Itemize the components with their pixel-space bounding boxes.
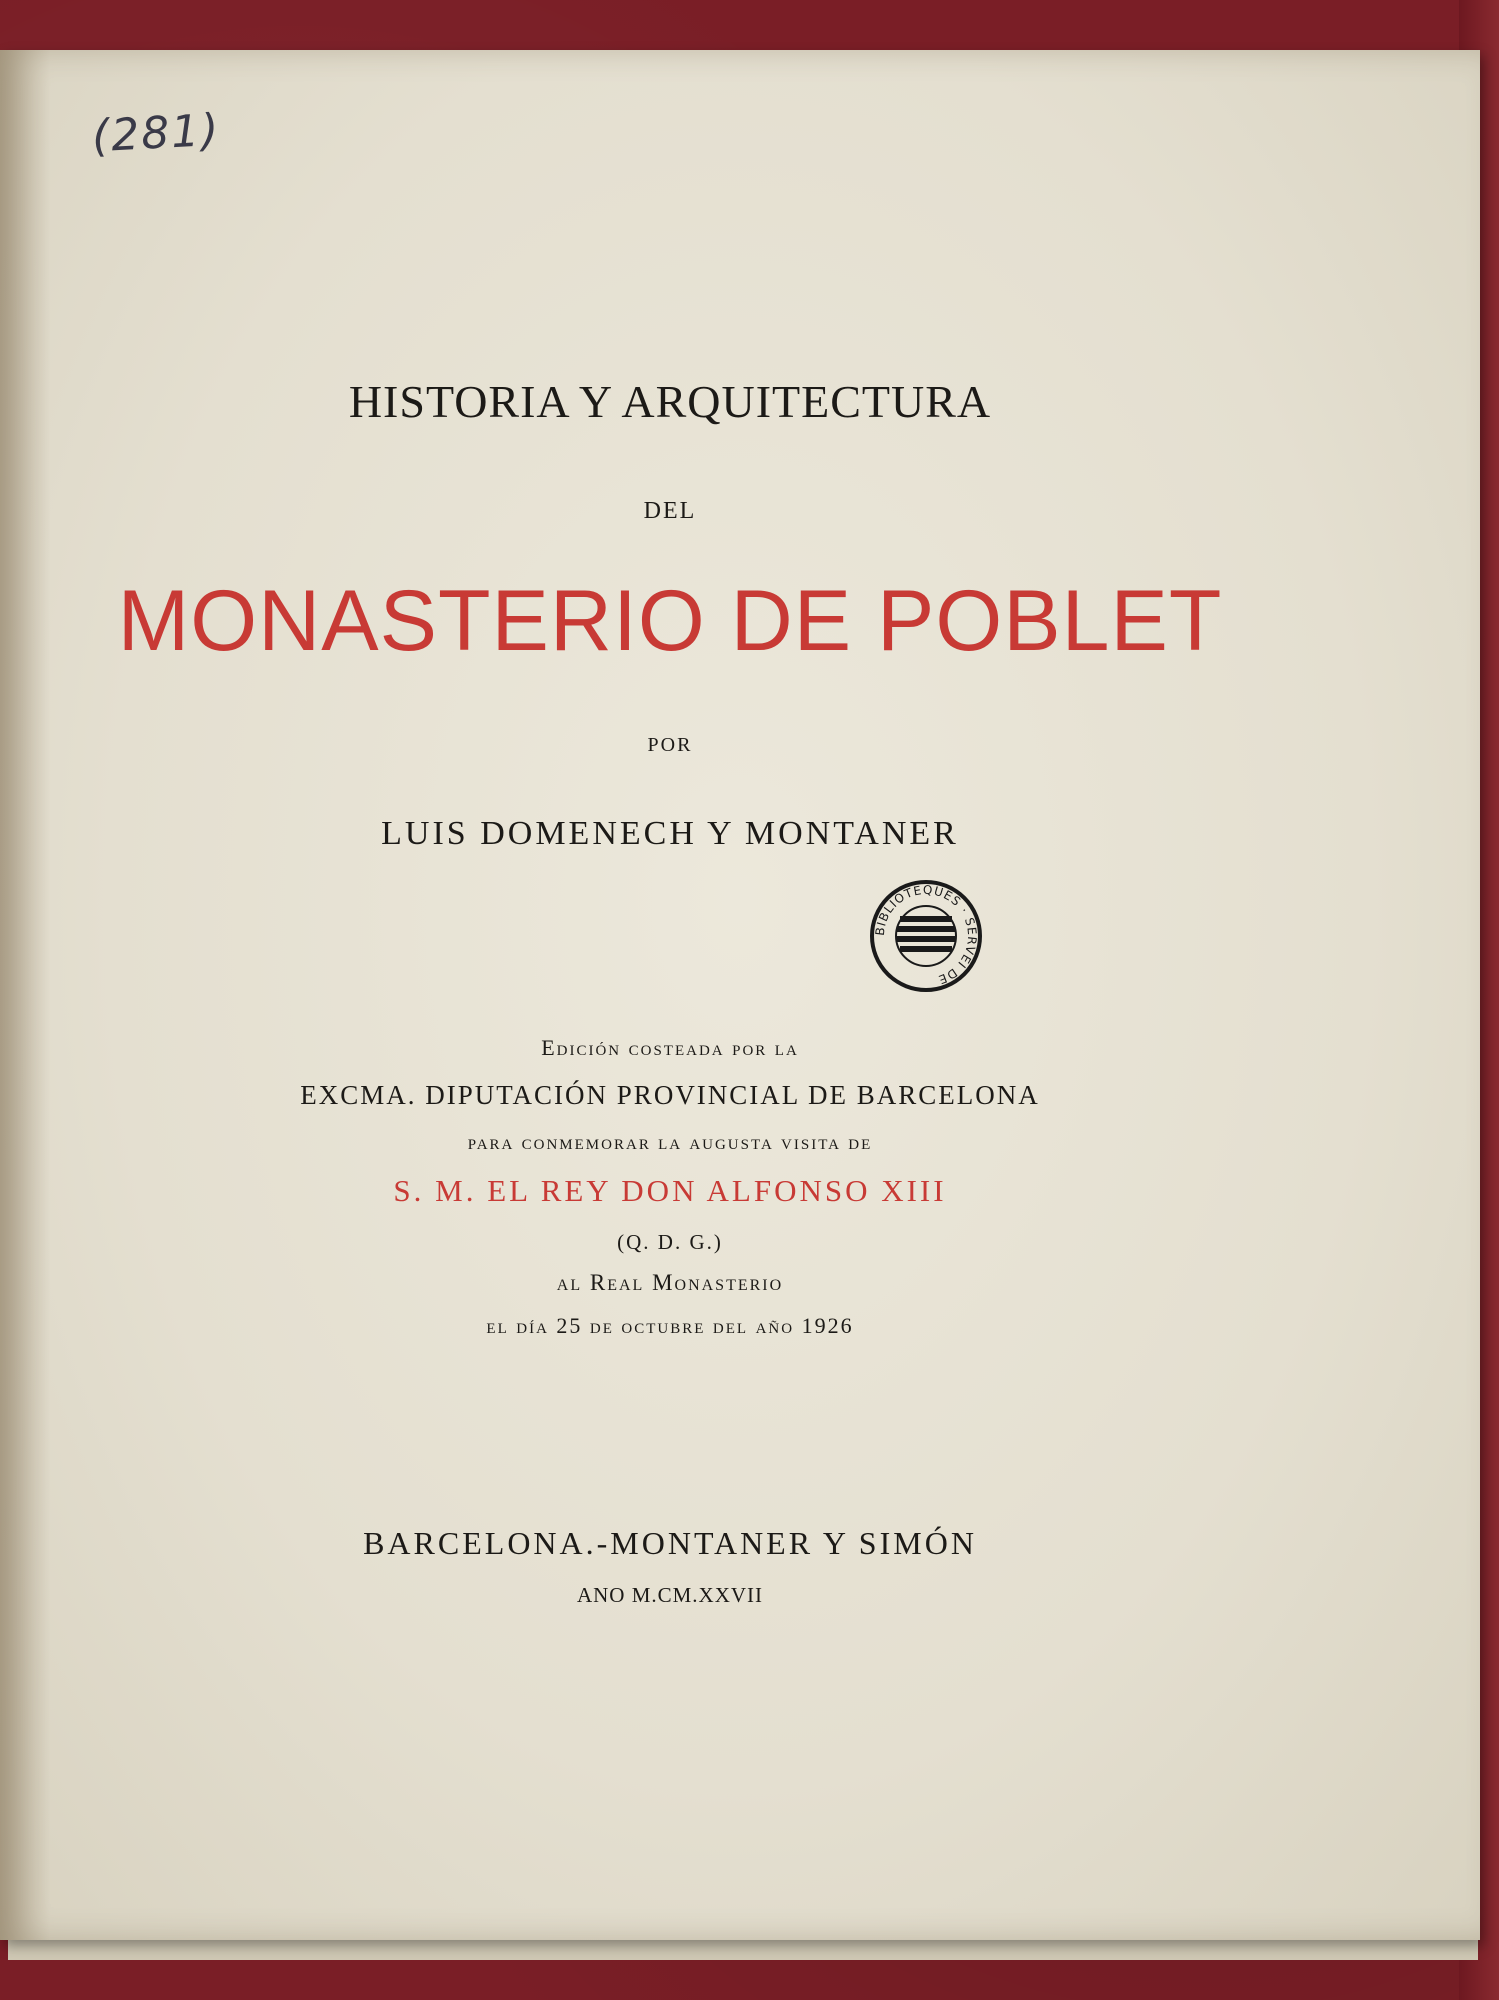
date-line: el día 25 de octubre del año 1926 [486, 1313, 854, 1338]
title-page [0, 50, 1480, 1940]
main-title: MONASTERIO DE POBLET [117, 573, 1223, 669]
handwritten-note: (281) [90, 104, 222, 163]
sponsor-line: EXCMA. DIPUTACIÓN PROVINCIAL DE BARCELONA [300, 1080, 1040, 1110]
king-line: S. M. EL REY DON ALFONSO XIII [393, 1173, 947, 1208]
purpose-line: para conmemorar la augusta visita de [467, 1130, 873, 1154]
publisher-line: BARCELONA.-MONTANER Y SIMÓN [363, 1525, 977, 1561]
svg-text:BIBLIOTEQUES · SERVEI DE [873, 883, 979, 987]
stamp-text: BIBLIOTEQUES · SERVEI DE [872, 882, 980, 988]
qdg-line: (Q. D. G.) [617, 1230, 723, 1254]
year-line: ANO M.CM.XXVII [576, 1583, 764, 1607]
author: LUIS DOMENECH Y MONTANER [381, 815, 959, 852]
by-line: POR [647, 734, 693, 756]
binding-gutter [0, 50, 50, 1940]
place-line: al Real Monasterio [556, 1270, 784, 1295]
edition-line: Edición costeada por la [541, 1035, 799, 1060]
title-line-2: DEL [643, 498, 697, 524]
library-stamp [866, 876, 986, 996]
title-line-1: HISTORIA Y ARQUITECTURA [348, 376, 992, 427]
